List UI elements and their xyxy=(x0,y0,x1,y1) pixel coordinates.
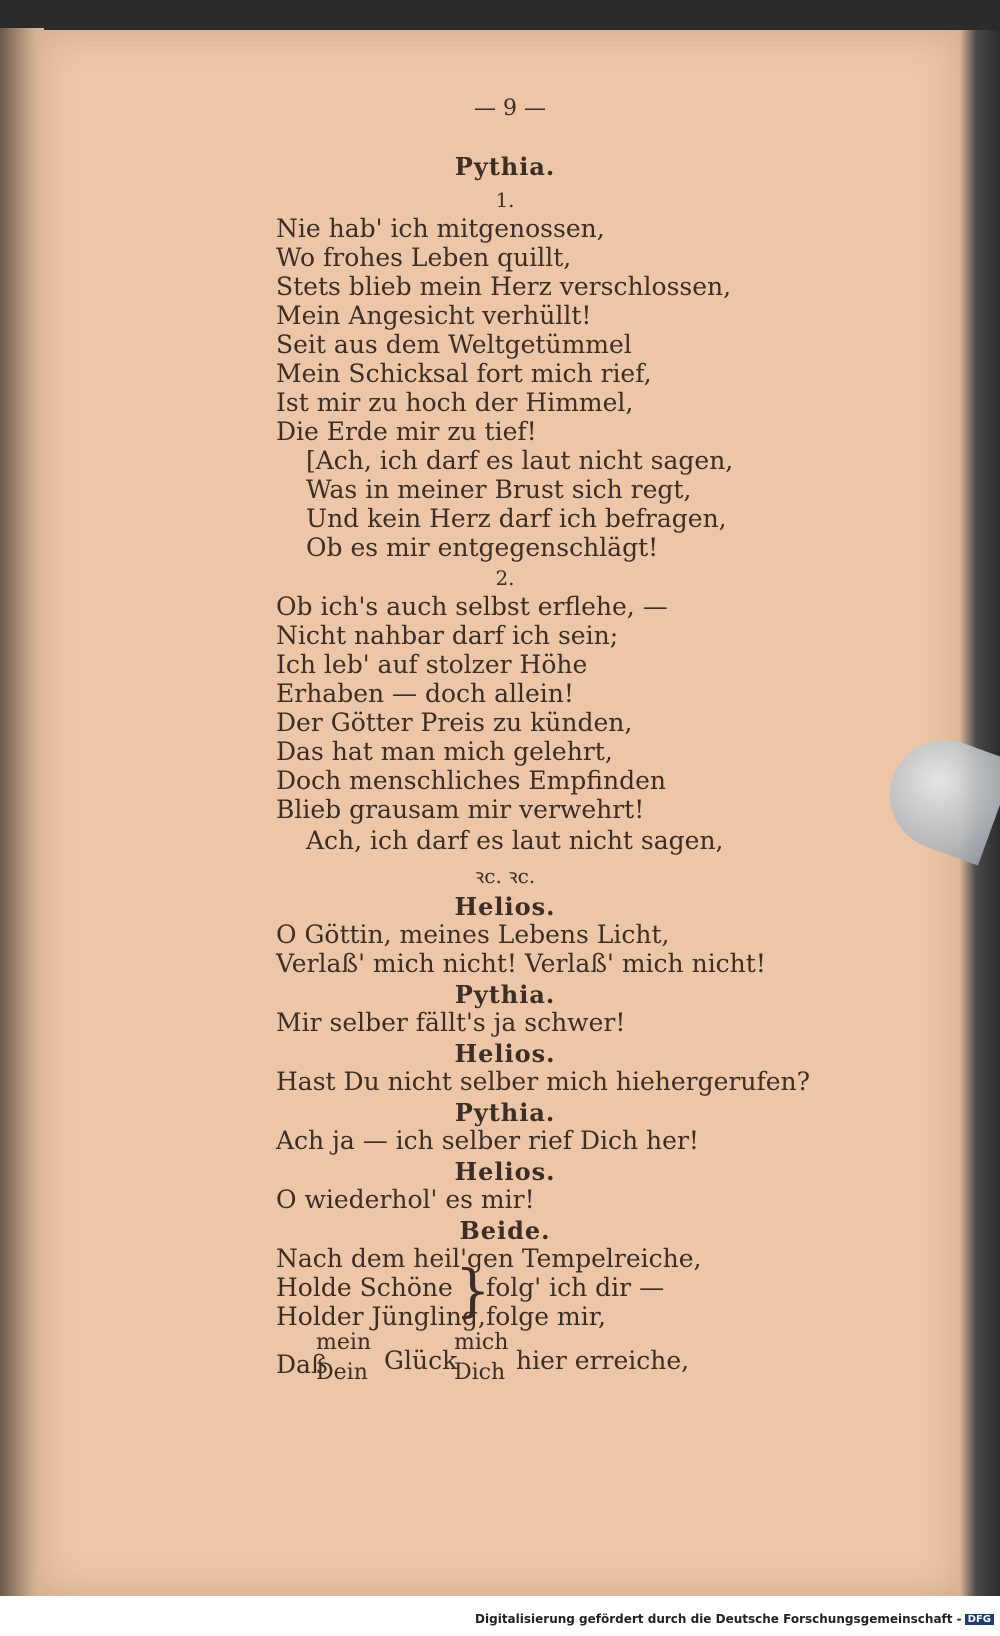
verse-word-variant: mein xyxy=(316,1330,372,1355)
verse-line: Das hat man mich gelehrt, xyxy=(276,737,613,766)
verse-line: Blieb grausam mir verwehrt! xyxy=(276,795,645,824)
verse-word-variant: mich xyxy=(454,1330,509,1355)
verse-line: Nicht nahbar darf ich sein; xyxy=(276,621,619,650)
speaker-heading: Helios. xyxy=(454,1039,556,1068)
verse-line: Nach dem heil'gen Tempelreiche, xyxy=(276,1244,702,1273)
verse-word: Glück xyxy=(384,1346,458,1375)
verse-line: Doch menschliches Empfinden xyxy=(276,766,666,795)
stanza-number: 2. xyxy=(495,566,515,590)
verse-line: Mein Schicksal fort mich rief, xyxy=(276,359,652,388)
verse-word: hier erreiche, xyxy=(516,1346,690,1375)
refrain-line: Ob es mir entgegenschlägt! xyxy=(306,533,659,562)
verse-line-right: folg' ich dir — xyxy=(486,1273,665,1302)
verse-line: O wiederhol' es mir! xyxy=(276,1185,535,1214)
verse-line: Erhaben — doch allein! xyxy=(276,679,574,708)
etc-mark: ꝛc. ꝛc. xyxy=(474,864,536,888)
verse-line: O Göttin, meines Lebens Licht, xyxy=(276,920,670,949)
refrain-line: Was in meiner Brust sich regt, xyxy=(306,475,692,504)
verse-line: Stets blieb mein Herz verschlossen, xyxy=(276,272,732,301)
speaker-heading: Helios. xyxy=(454,892,556,921)
verse-line: Der Götter Preis zu künden, xyxy=(276,708,633,737)
verse-line: Nie hab' ich mitgenossen, xyxy=(276,214,605,243)
verse-line: Ob ich's auch selbst erflehe, — xyxy=(276,592,668,621)
verse-line: Ist mir zu hoch der Himmel, xyxy=(276,388,634,417)
page-number: — 9 — xyxy=(474,96,546,121)
stanza-number: 1. xyxy=(495,188,515,212)
speaker-heading: Pythia. xyxy=(454,152,556,181)
verse-line: Ich leb' auf stolzer Höhe xyxy=(276,650,588,679)
speaker-heading: Pythia. xyxy=(454,1098,556,1127)
verse-line: Wo frohes Leben quillt, xyxy=(276,243,572,272)
speaker-heading: Pythia. xyxy=(454,980,556,1009)
dfg-logo: DFG xyxy=(965,1614,994,1625)
verse-word-variant: Dein xyxy=(316,1360,368,1385)
funding-credit xyxy=(475,1612,994,1626)
verse-line: Seit aus dem Weltgetümmel xyxy=(276,330,632,359)
verse-line: Hast Du nicht selber mich hiehergerufen? xyxy=(276,1067,811,1096)
speaker-heading: Beide. xyxy=(459,1216,551,1245)
footer-strip xyxy=(0,1596,1000,1636)
verse-line-right: folge mir, xyxy=(486,1302,606,1331)
verse-line: Mir selber fällt's ja schwer! xyxy=(276,1008,626,1037)
verse-word-variant: Dich xyxy=(454,1360,506,1385)
refrain-line: [Ach, ich darf es laut nicht sagen, xyxy=(306,446,734,475)
refrain-line: Ach, ich darf es laut nicht sagen, xyxy=(306,826,724,855)
refrain-line: Und kein Herz darf ich befragen, xyxy=(306,504,727,533)
verse-line: Ach ja — ich selber rief Dich her! xyxy=(276,1126,699,1155)
brace-mark: } xyxy=(455,1259,491,1324)
verse-line-left: Holde Schöne xyxy=(276,1273,453,1302)
verse-word: Daß xyxy=(276,1350,328,1379)
credit-text: Digitalisierung gefördert durch die Deutsche Forschungsgemeinschaft - xyxy=(475,1612,962,1626)
verse-line: Mein Angesicht verhüllt! xyxy=(276,301,592,330)
speaker-heading: Helios. xyxy=(454,1157,556,1186)
verse-line: Verlaß' mich nicht! Verlaß' mich nicht! xyxy=(276,949,766,978)
verse-line: Die Erde mir zu tief! xyxy=(276,417,537,446)
verse-line-left: Holder Jüngling, xyxy=(276,1302,486,1331)
